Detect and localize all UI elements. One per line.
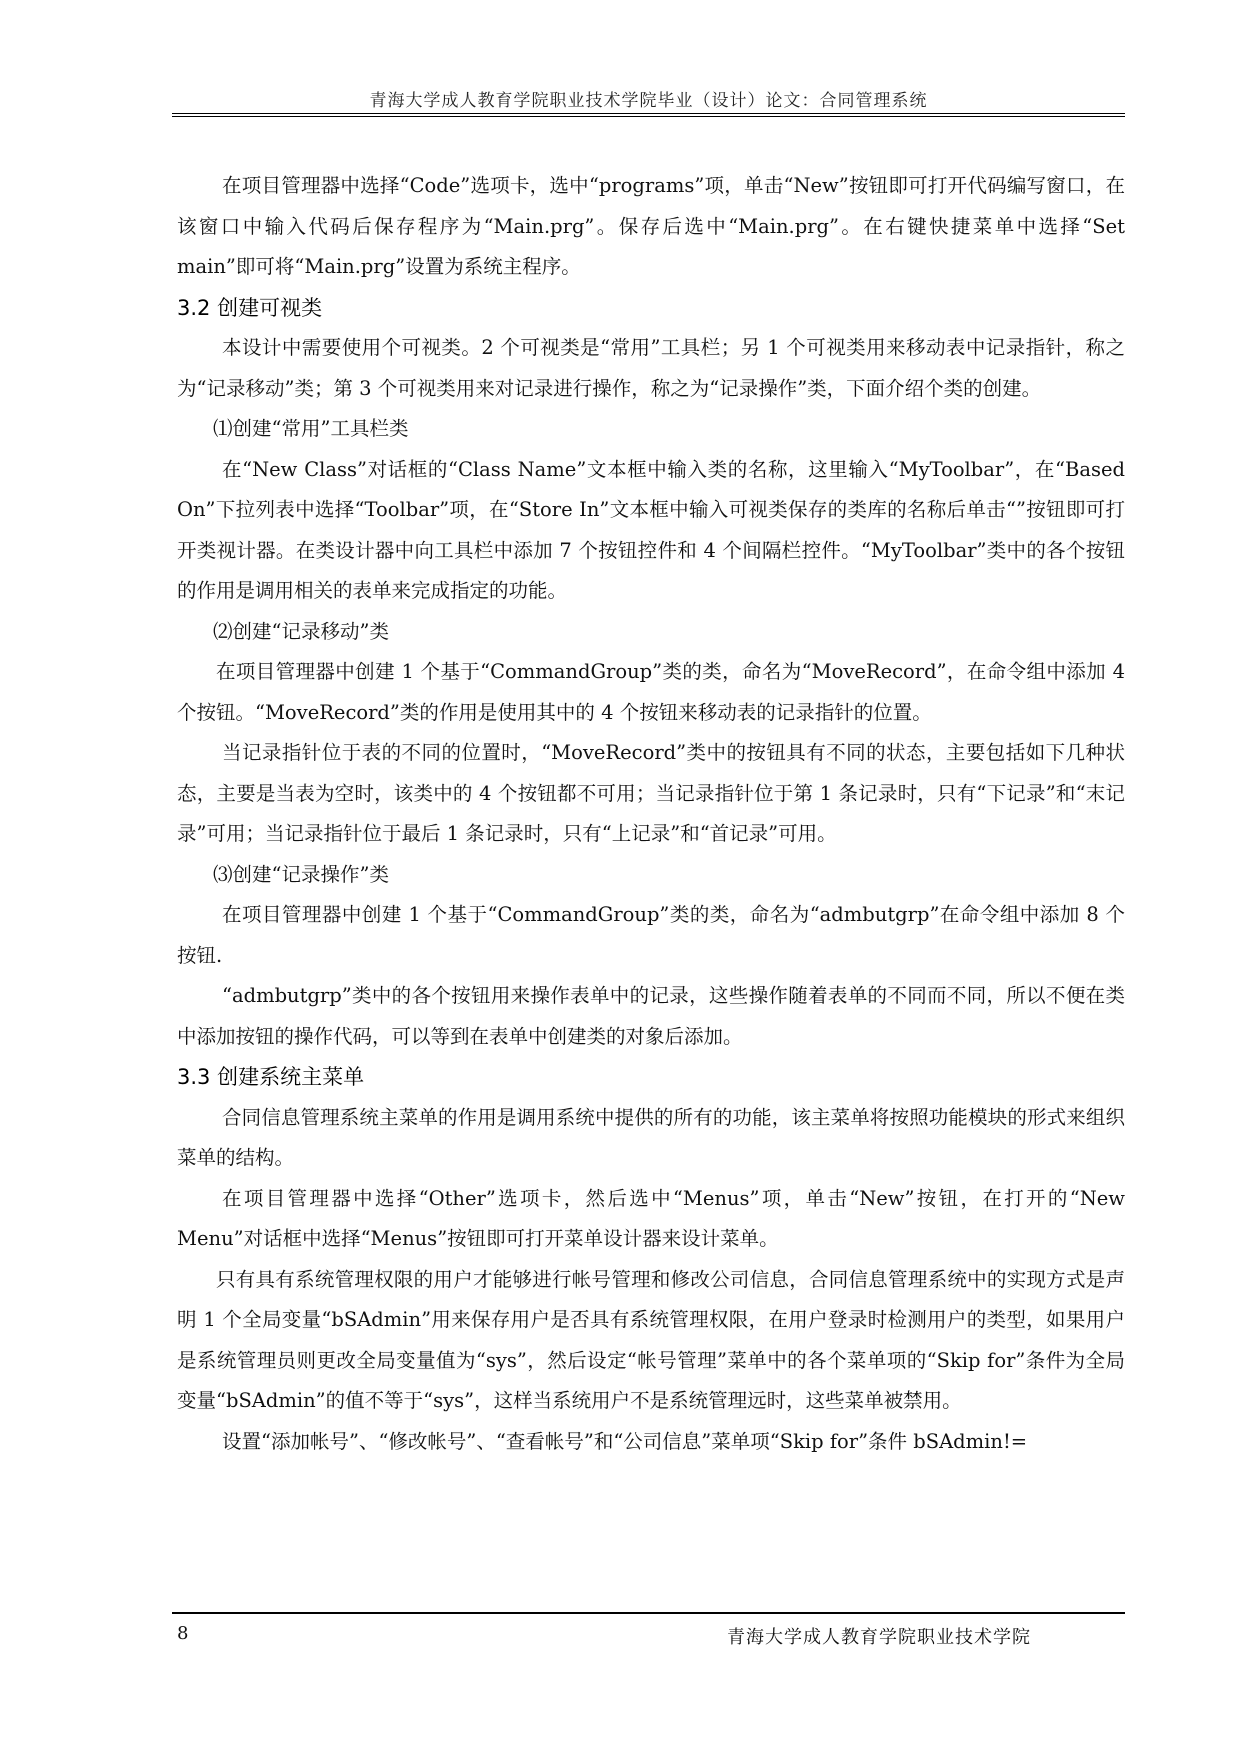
footer-rule — [172, 1612, 1125, 1614]
page-number: 8 — [177, 1623, 189, 1644]
paragraph-menu-designer: 在项目管理器中选择“Other”选项卡，然后选中“Menus”项，单击“New”按钮，在打开的“New Menu”对话框中选择“Menus”按钮即可打开菜单设计器来设计菜单。 — [177, 1186, 1125, 1250]
list-item-toolbar-class: ⑴创建“常用”工具栏类 — [213, 417, 409, 440]
paragraph-moverecord: 在项目管理器中创建 1 个基于“CommandGroup”类的类，命名为“MoveRecord”，在命令组中添加 4 个按钮。“MoveRecord”类的作用是使用其中的 4 个按钮来移动表的记录指针的位置。 — [177, 660, 1125, 724]
list-item-record-move-class: ⑵创建“记录移动”类 — [213, 619, 389, 643]
list-item-record-op-class: ⑶创建“记录操作”类 — [213, 862, 389, 886]
paragraph-admbutgrp-buttons: “admbutgrp”类中的各个按钮用来操作表单中的记录，这些操作随着表单的不同而不同，所以不便在类中添加按钮的操作代码，可以等到在表单中创建类的对象后添加。 — [177, 984, 1125, 1048]
document-body — [177, 166, 1125, 1462]
paragraph-code-tab: 在项目管理器中选择“Code”选项卡，选中“programs”项，单击“New”按钮即可打开代码编写窗口，在该窗口中输入代码后保存程序为“Main.prg”。保存后选中“Main.prg”。在右键快捷菜单中选择“Set main”即可将“Main.prg”设置为系统主程序。 — [177, 174, 1125, 278]
paragraph-admbutgrp: 在项目管理器中创建 1 个基于“CommandGroup”类的类，命名为“admbutgrp”在命令组中添加 8 个按钮. — [177, 903, 1125, 967]
header-rule — [172, 113, 1125, 117]
section-heading-3-2: 3.2 创建可视类 — [177, 295, 323, 320]
paragraph-moverecord-states: 当记录指针位于表的不同的位置时，“MoveRecord”类中的按钮具有不同的状态，主要包括如下几种状态，主要是当表为空时，该类中的 4 个按钮都不可用；当记录指针位于第 1 条记录时，只有“下记录”和“末记录”可用；当记录指针位于最后 1 条记录时，只有“上记录”和“首记录”可用。 — [177, 741, 1125, 845]
paragraph-skip-for: 设置“添加帐号”、“修改帐号”、“查看帐号”和“公司信息”菜单项“Skip for”条件 bSAdmin!= — [222, 1429, 1028, 1453]
footer-institution: 青海大学成人教育学院职业技术学院 — [727, 1627, 1031, 1648]
paragraph-visual-classes: 本设计中需要使用个可视类。2 个可视类是“常用”工具栏；另 1 个可视类用来移动表中记录指针，称之为“记录移动”类；第 3 个可视类用来对记录进行操作，称之为“记录操作”类，下面介绍个类的创建。 — [177, 336, 1125, 400]
page-header: 青海大学成人教育学院职业技术学院毕业（设计）论文：合同管理系统 — [369, 91, 928, 111]
section-heading-3-3: 3.3 创建系统主菜单 — [177, 1065, 365, 1089]
paragraph-new-class-dialog: 在“New Class”对话框的“Class Name”文本框中输入类的名称，这里输入“MyToolbar”，在“Based On”下拉列表中选择“Toolbar”项，在“Store In”文本框中输入可视类保存的类库的名称后单击“”按钮即可打开类视计器。在类设计器中向工具栏中添加 7 个按钮控件和 4 个间隔栏控件。“MyToolbar”类中的各个按钮的作用是调用相关的表单来完成指定的功能。 — [177, 457, 1125, 602]
paragraph-main-menu: 合同信息管理系统主菜单的作用是调用系统中提供的所有的功能，该主菜单将按照功能模块的形式来组织菜单的结构。 — [177, 1105, 1125, 1169]
paragraph-admin-permission: 只有具有系统管理权限的用户才能够进行帐号管理和修改公司信息，合同信息管理系统中的实现方式是声明 1 个全局变量“bSAdmin”用来保存用户是否具有系统管理权限，在用户登录时检测用户的类型，如果用户是系统管理员则更改全局变量值为“sys”，然后设定“帐号管理”菜单中的各个菜单项的“Skip for”条件为全局变量“bSAdmin”的值不等于“sys”，这样当系统用户不是系统管理远时，这些菜单被禁用。 — [177, 1267, 1125, 1412]
